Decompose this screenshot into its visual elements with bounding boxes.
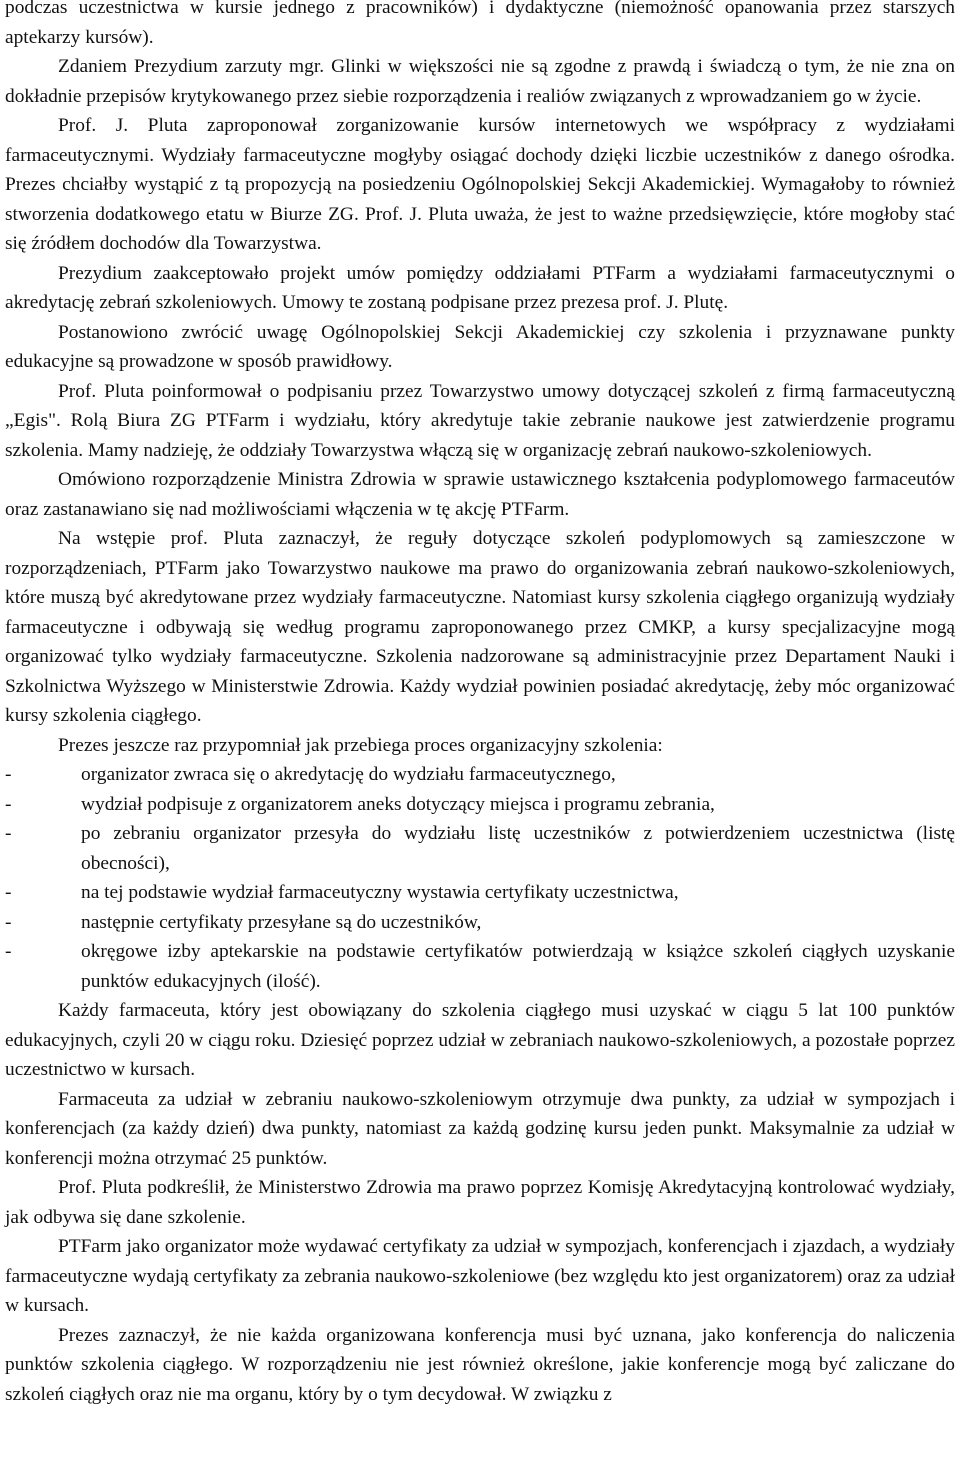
list-item (5, 790, 955, 820)
dash-bullet: - (5, 911, 12, 933)
paragraph: Każdy farmaceuta, który jest obowiązany do szkolenia ciągłego musi uzyskać w ciągu 5 lat 100 punktów edukacyjnych, czyli 20 w ciągu roku. Dziesięć poprzez udział w zebraniach naukowo-szkoleniowych, a pozostałe poprzez uczestnictwo w kursach. (5, 1000, 955, 1080)
paragraph: Prof. Pluta poinformował o podpisaniu przez Towarzystwo umowy dotyczącej szkoleń z firmą farmaceutyczną „Egis". Rolą Biura ZG PTFarm i wydziału, który akredytuje takie zebranie naukowe jest zatwierdzenie programu szkolenia. Mamy nadzieję, że oddziały Towarzystwa włączą się w organizację zebrań naukowo-szkoleniowych. (5, 380, 955, 461)
paragraph: Prof. Pluta podkreślił, że Ministerstwo Zdrowia ma prawo poprzez Komisję Akredytacyjną kontrolować wydziały, jak odbywa się dane szkolenie. (5, 1177, 955, 1228)
paragraph: Farmaceuta za udział w zebraniu naukowo-szkoleniowym otrzymuje dwa punkty, za udział w sympozjach i konferencjach (za każdy dzień) dwa punkty, natomiast za każdą godzinę kursu jeden punkt. Maksymalnie za udział w konferencji można otrzymać 25 punktów. (5, 1088, 955, 1169)
paragraph: Postanowiono zwrócić uwagę Ogólnopolskiej Sekcji Akademickiej czy szkolenia i przyznawane punkty edukacyjne są prowadzone w sposób prawidłowy. (5, 321, 955, 372)
dash-bullet: - (5, 941, 12, 962)
process-steps-list (5, 760, 955, 996)
dash-bullet: - (5, 793, 12, 815)
list-item-text: okręgowe izby aptekarskie na podstawie certyfikatów potwierdzają w książce szkoleń ciągłych uzyskanie punktów edukacyjnych (ilość). (81, 941, 955, 992)
list-item-text: organizator zwraca się o akredytację do wydziału farmaceutycznego, (81, 764, 616, 785)
paragraph: Prof. J. Pluta zaproponował zorganizowanie kursów internetowych we współpracy z wydziałami farmaceutycznymi. Wydziały farmaceutyczne mogłyby osiągać dochody dzięki liczbie uczestników z danego ośrodka. Prezes chciałby wystąpić z tą propozycją na posiedzeniu Ogólnopolskiej Sekcji Akademickiej. Wymagałoby to również stworzenia dodatkowego etatu w Biurze ZG. Prof. J. Pluta uważa, że jest to ważne przedsięwzięcie, które mogłoby stać się źródłem dochodów dla Towarzystwa. (5, 115, 955, 254)
paragraphs-bottom (5, 996, 955, 1409)
list-item-text: następnie certyfikaty przesyłane są do uczestników, (81, 911, 482, 933)
list-item (5, 819, 955, 878)
paragraph: Prezes jeszcze raz przypomniał jak przebiega proces organizacyjny szkolenia: (58, 734, 663, 756)
paragraphs-top (5, 0, 955, 760)
list-item-text: wydział podpisuje z organizatorem aneks dotyczący miejsca i programu zebrania, (81, 793, 715, 815)
paragraph: PTFarm jako organizator może wydawać certyfikaty za udział w sympozjach, konferencjach i zjazdach, a wydziały farmaceutyczne wydają certyfikaty za zebrania naukowo-szkoleniowe (bez względu kto jest organizatorem) oraz za udział w kursach. (5, 1236, 955, 1316)
list-item-text: na tej podstawie wydział farmaceutyczny wystawia certyfikaty uczestnictwa, (81, 882, 679, 903)
document-page (5, 0, 955, 1409)
paragraph: Na wstępie prof. Pluta zaznaczył, że reguły dotyczące szkoleń podyplomowych są zamieszczone w rozporządzeniach, PTFarm jako Towarzystwo naukowe ma prawo do organizowania zebrań naukowo-szkoleniowych, które muszą być akredytowane przez wydziały farmaceutyczne. Natomiast kursy szkolenia ciągłego organizują wydziały farmaceutyczne i odbywają się według programu zaproponowanego przez CMKP, a kursy specjalizacyjne mogą organizować tylko wydziały farmaceutyczne. Szkolenia nadzorowane są administracyjnie przez Departament Nauki i Szkolnictwa Wyższego w Ministerstwie Zdrowia. Każdy wydział powinien posiadać akredytację, żeby móc organizować kursy szkolenia ciągłego. (5, 528, 955, 726)
paragraph: Zdaniem Prezydium zarzuty mgr. Glinki w większości nie są zgodne z prawdą i świadczą o tym, że nie zna on dokładnie przepisów krytykowanego przez siebie rozporządzenia i realiów związanych z wprowadzaniem go w życie. (5, 56, 955, 107)
list-item (5, 878, 955, 908)
list-item (5, 760, 955, 790)
dash-bullet: - (5, 764, 12, 785)
list-item (5, 908, 955, 938)
dash-bullet: - (5, 882, 12, 903)
paragraph: Prezydium zaakceptowało projekt umów pomiędzy oddziałami PTFarm a wydziałami farmaceutycznymi o akredytację zebrań szkoleniowych. Umowy te zostaną podpisane przez prezesa prof. J. Plutę. (5, 262, 955, 313)
paragraph: Omówiono rozporządzenie Ministra Zdrowia w sprawie ustawicznego kształcenia podyplomowego farmaceutów oraz zastanawiano się nad możliwościami włączenia w tę akcję PTFarm. (5, 469, 955, 520)
dash-bullet: - (5, 823, 12, 844)
paragraph: podczas uczestnictwa w kursie jednego z pracowników) i dydaktyczne (niemożność opanowania przez starszych aptekarzy kursów). (5, 0, 955, 48)
list-item (5, 937, 955, 996)
list-item-text: po zebraniu organizator przesyła do wydziału listę uczestników z potwierdzeniem uczestnictwa (listę obecności), (81, 823, 955, 874)
paragraph: Prezes zaznaczył, że nie każda organizowana konferencja musi być uznana, jako konferencja do naliczenia punktów szkolenia ciągłego. W rozporządzeniu nie jest również określone, jakie konferencje mogą być zaliczane do szkoleń ciągłych oraz nie ma organu, który by o tym decydował. W związku z (5, 1324, 955, 1405)
